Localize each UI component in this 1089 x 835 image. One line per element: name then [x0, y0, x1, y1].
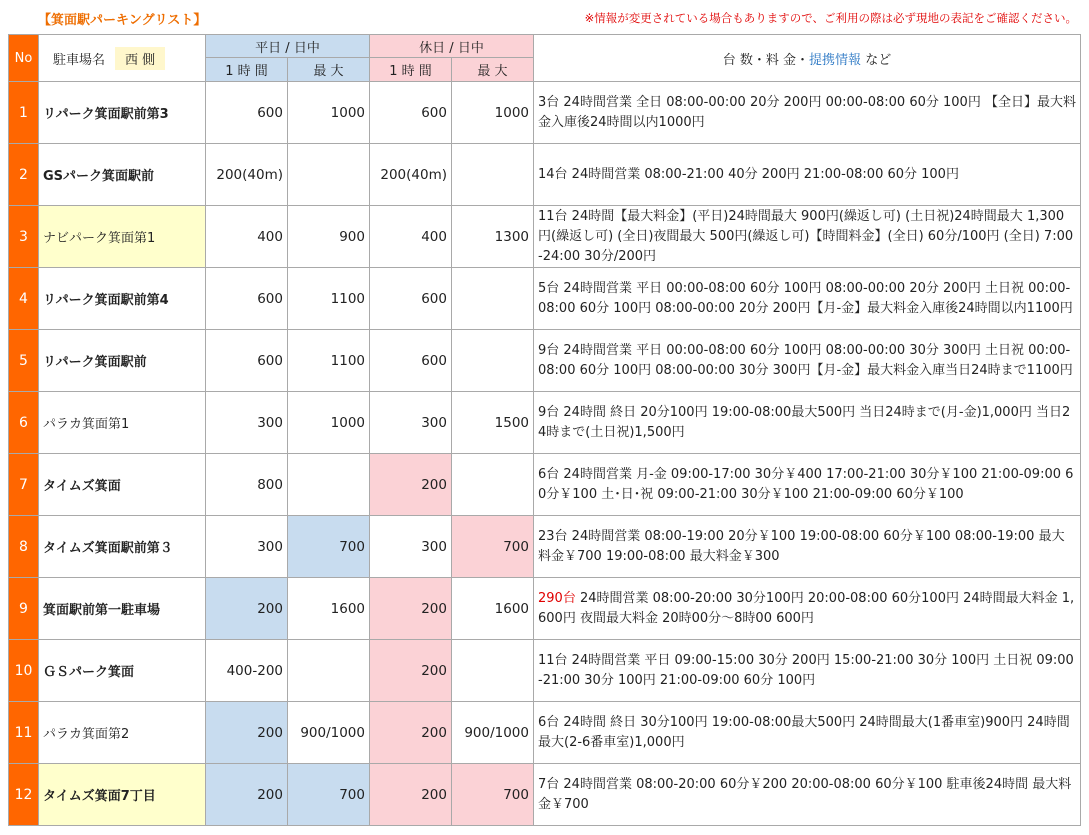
weekday-max-fee: 1000: [288, 392, 370, 454]
parking-info: 14台 24時間営業 08:00-21:00 40分 200円 21:00-08:00 60分 100円: [534, 144, 1081, 206]
parking-info: 6台 24時間 終日 30分100円 19:00-08:00最大500円 24時間最大(1番車室)900円 24時間最大(2-6番車室)1,000円: [534, 702, 1081, 764]
holiday-1h-fee: 200: [370, 454, 452, 516]
weekday-max-fee: 1100: [288, 330, 370, 392]
row-number: 9: [9, 578, 39, 640]
row-number: 3: [9, 206, 39, 268]
parking-list-table: [8, 34, 1081, 826]
holiday-1h-fee: 200: [370, 764, 452, 826]
parking-info: 7台 24時間営業 08:00-20:00 60分￥200 20:00-08:00 60分￥100 駐車後24時間 最大料金￥700: [534, 764, 1081, 826]
parking-info: 3台 24時間営業 全日 08:00-00:00 20分 200円 00:00-08:00 60分 100円 【全日】最大料金入庫後24時間以内1000円: [534, 82, 1081, 144]
weekday-1h-fee: 200: [206, 702, 288, 764]
parking-name: タイムズ箕面7丁目: [39, 764, 206, 826]
column-header-holiday-1h: 1 時 間: [370, 58, 452, 82]
parking-name: GSパーク箕面駅前: [39, 144, 206, 206]
parking-info: 5台 24時間営業 平日 00:00-08:00 60分 100円 08:00-00:00 20分 200円 土日祝 00:00-08:00 60分 100円 08:00-00:00 20分 200円【月-金】最大料金入庫後24時間以内1100円: [534, 268, 1081, 330]
column-header-weekday-max: 最 大: [288, 58, 370, 82]
parking-name: ＧＳパーク箕面: [39, 640, 206, 702]
weekday-1h-fee: 300: [206, 392, 288, 454]
table-row: [9, 330, 1081, 392]
weekday-max-fee: 900/1000: [288, 702, 370, 764]
row-number: 1: [9, 82, 39, 144]
area-badge: 西 側: [115, 47, 165, 70]
parking-name: パラカ箕面第1: [39, 392, 206, 454]
table-row: [9, 578, 1081, 640]
weekday-1h-fee: 300: [206, 516, 288, 578]
column-header-weekday: 平日 / 日中: [206, 35, 370, 58]
weekday-1h-fee: 600: [206, 82, 288, 144]
weekday-max-fee: 700: [288, 516, 370, 578]
weekday-1h-fee: 200(40m): [206, 144, 288, 206]
parking-name: リパーク箕面駅前第4: [39, 268, 206, 330]
holiday-max-fee: [452, 268, 534, 330]
holiday-max-fee: [452, 330, 534, 392]
holiday-1h-fee: 300: [370, 392, 452, 454]
parking-info: 11台 24時間【最大料金】(平日)24時間最大 900円(繰返し可) (土日祝)24時間最大 1,300円(繰返し可) (全日)夜間最大 500円(繰返し可)【時間料金】(全日) 60分/100円 (全日) 7:00-24:00 30分/200円: [534, 206, 1081, 268]
holiday-1h-fee: 200: [370, 578, 452, 640]
capacity-highlight: 290台: [538, 590, 576, 606]
row-number: 2: [9, 144, 39, 206]
column-header-holiday: 休日 / 日中: [370, 35, 534, 58]
holiday-1h-fee: 300: [370, 516, 452, 578]
holiday-1h-fee: 600: [370, 82, 452, 144]
column-header-holiday-max: 最 大: [452, 58, 534, 82]
weekday-max-fee: [288, 454, 370, 516]
table-row: [9, 454, 1081, 516]
column-header-name: [39, 35, 206, 82]
weekday-max-fee: 1100: [288, 268, 370, 330]
partner-info-link[interactable]: 提携情報: [809, 52, 862, 68]
table-row: [9, 764, 1081, 826]
holiday-max-fee: 700: [452, 764, 534, 826]
table-row: [9, 702, 1081, 764]
holiday-1h-fee: 200: [370, 640, 452, 702]
parking-info: 23台 24時間営業 08:00-19:00 20分￥100 19:00-08:00 60分￥100 08:00-19:00 最大料金￥700 19:00-08:00 最大料金￥300: [534, 516, 1081, 578]
column-header-no: No: [9, 35, 39, 82]
row-number: 11: [9, 702, 39, 764]
weekday-1h-fee: 200: [206, 764, 288, 826]
parking-info: 9台 24時間 終日 20分100円 19:00-08:00最大500円 当日24時まで(月-金)1,000円 当日24時まで(土日祝)1,500円: [534, 392, 1081, 454]
weekday-1h-fee: 800: [206, 454, 288, 516]
weekday-max-fee: 900: [288, 206, 370, 268]
parking-info: 290台 24時間営業 08:00-20:00 30分100円 20:00-08:00 60分100円 24時間最大料金 1,600円 夜間最大料金 20時00分～8時00 600円: [534, 578, 1081, 640]
holiday-1h-fee: 600: [370, 268, 452, 330]
holiday-1h-fee: 200(40m): [370, 144, 452, 206]
table-row: [9, 82, 1081, 144]
weekday-max-fee: [288, 640, 370, 702]
weekday-1h-fee: 600: [206, 330, 288, 392]
table-row: [9, 268, 1081, 330]
page-title: 【箕面駅パーキングリスト】: [38, 13, 207, 28]
holiday-max-fee: 700: [452, 516, 534, 578]
parking-name: パラカ箕面第2: [39, 702, 206, 764]
page-header: [0, 0, 1089, 34]
weekday-1h-fee: 600: [206, 268, 288, 330]
holiday-1h-fee: 600: [370, 330, 452, 392]
row-number: 4: [9, 268, 39, 330]
parking-name: タイムズ箕面: [39, 454, 206, 516]
parking-rows: [9, 82, 1081, 826]
holiday-max-fee: [452, 640, 534, 702]
row-number: 8: [9, 516, 39, 578]
row-number: 6: [9, 392, 39, 454]
weekday-1h-fee: 400-200: [206, 640, 288, 702]
parking-info: 9台 24時間営業 平日 00:00-08:00 60分 100円 08:00-00:00 30分 300円 土日祝 00:00-08:00 60分 100円 08:00-00:00 30分 300円【月-金】最大料金入庫当日24時まで1100円: [534, 330, 1081, 392]
disclaimer-notice: ※情報が変更されている場合もありますので、ご利用の際は必ず現地の表記をご確認ください。: [584, 11, 1077, 25]
row-number: 5: [9, 330, 39, 392]
parking-info: 6台 24時間営業 月-金 09:00-17:00 30分￥400 17:00-21:00 30分￥100 21:00-09:00 60分￥100 土･日･祝 09:00-21:00 30分￥100 21:00-09:00 60分￥100: [534, 454, 1081, 516]
weekday-max-fee: 1000: [288, 82, 370, 144]
holiday-max-fee: 1300: [452, 206, 534, 268]
column-header-info: 台 数・料 金・提携情報 など: [534, 35, 1081, 82]
parking-info: 11台 24時間営業 平日 09:00-15:00 30分 200円 15:00-21:00 30分 100円 土日祝 09:00-21:00 30分 100円 21:00-09:00 60分 100円: [534, 640, 1081, 702]
table-row: [9, 206, 1081, 268]
holiday-max-fee: [452, 144, 534, 206]
holiday-max-fee: 900/1000: [452, 702, 534, 764]
parking-name: リパーク箕面駅前第3: [39, 82, 206, 144]
weekday-1h-fee: 200: [206, 578, 288, 640]
weekday-max-fee: 1600: [288, 578, 370, 640]
holiday-max-fee: 1000: [452, 82, 534, 144]
holiday-max-fee: 1500: [452, 392, 534, 454]
table-row: [9, 640, 1081, 702]
holiday-max-fee: 1600: [452, 578, 534, 640]
table-row: [9, 144, 1081, 206]
weekday-max-fee: 700: [288, 764, 370, 826]
row-number: 12: [9, 764, 39, 826]
row-number: 7: [9, 454, 39, 516]
parking-name: リパーク箕面駅前: [39, 330, 206, 392]
parking-name: 箕面駅前第一駐車場: [39, 578, 206, 640]
parking-name: ナビパーク箕面第1: [39, 206, 206, 268]
parking-name: タイムズ箕面駅前第３: [39, 516, 206, 578]
column-header-weekday-1h: 1 時 間: [206, 58, 288, 82]
weekday-1h-fee: 400: [206, 206, 288, 268]
holiday-1h-fee: 200: [370, 702, 452, 764]
table-row: [9, 516, 1081, 578]
table-row: [9, 392, 1081, 454]
column-header-name-label: 駐車場名: [53, 52, 106, 68]
row-number: 10: [9, 640, 39, 702]
holiday-1h-fee: 400: [370, 206, 452, 268]
weekday-max-fee: [288, 144, 370, 206]
holiday-max-fee: [452, 454, 534, 516]
